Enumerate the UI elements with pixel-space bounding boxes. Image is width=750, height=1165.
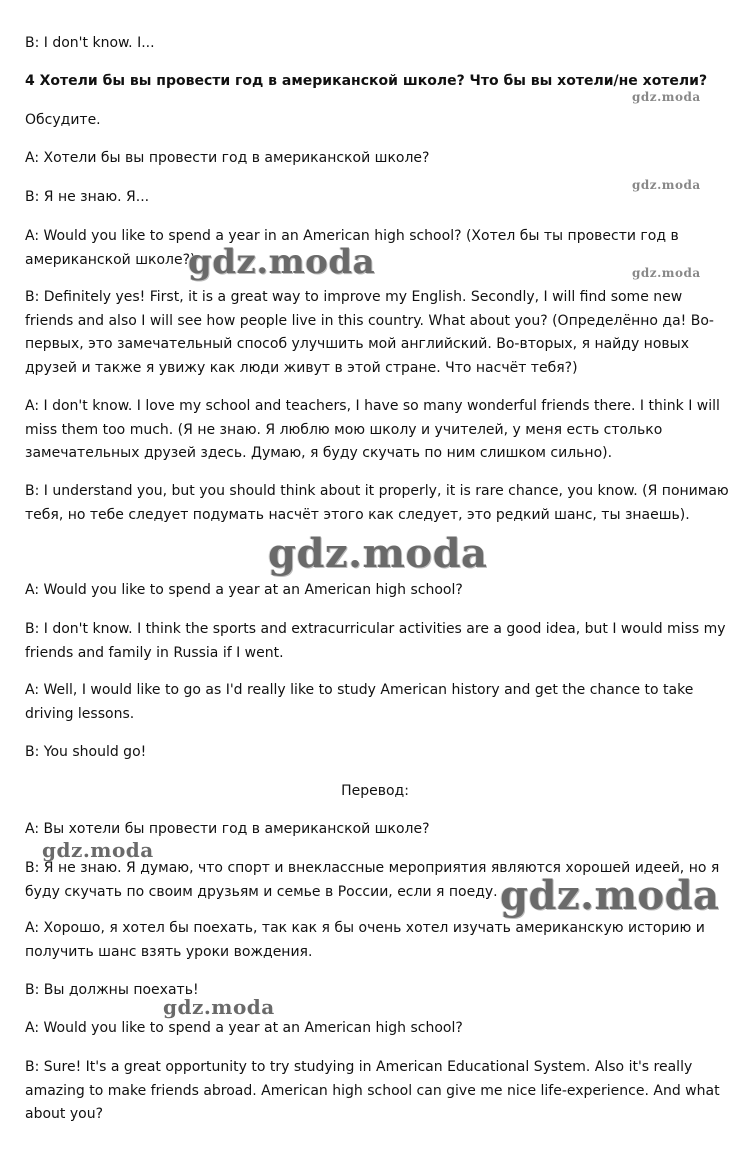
watermark-logo: gdz.moda (632, 90, 701, 104)
translation-heading: Перевод: (341, 783, 409, 799)
dialogue-line: A: Хотели бы вы провести год в американской школе? (25, 150, 430, 166)
dialogue-line: A: Would you like to spend a year at an American high school? (25, 1020, 463, 1036)
dialogue-line: B: I don't know. I... (25, 35, 155, 51)
dialogue-line: A: Well, I would like to go as I'd really like to study American history and get the chance to take driving lessons. (25, 682, 694, 722)
dialogue-line: B: Вы должны поехать! (25, 982, 199, 998)
dialogue-line: B: Sure! It's a great opportunity to try studying in American Educational System. Also it's really amazing to make friends abroad. American high school can give me nice life-experience. And what about you? (25, 1059, 720, 1122)
watermark-logo: gdz.moda (42, 838, 154, 862)
dialogue-line: A: Хорошо, я хотел бы поехать, так как я бы очень хотел изучать американскую историю и получить шанс взять уроки вождения. (25, 920, 705, 960)
task-heading: 4 Хотели бы вы провести год в американской школе? Что бы вы хотели/не хотели? (25, 73, 708, 89)
dialogue-line: B: Definitely yes! First, it is a great way to improve my English. Secondly, I will find some new friends and also I will see how people live in this country. What about you? (Определённо да! Во-первых, это замечательный способ улучшить мой английский. Во-вторых, я найду новых друзей и также я увижу как люди живут в этой стране. Что насчёт тебя?) (25, 289, 714, 376)
watermark-logo: gdz.moda (188, 242, 376, 282)
dialogue-line: B: Я не знаю. Я думаю, что спорт и внеклассные мероприятия являются хорошей идеей, но я буду скучать по своим друзьям и семье в России, если я поеду. (25, 860, 720, 900)
watermark-logo: gdz.moda (163, 995, 275, 1019)
watermark-logo: gdz.moda (500, 872, 720, 919)
dialogue-line: B: You should go! (25, 744, 147, 760)
dialogue-line: A: I don't know. I love my school and teachers, I have so many wonderful friends there. I think I will miss them too much. (Я не знаю. Я люблю мою школу и учителей, у меня есть столько замечательных друзей здесь. Думаю, я буду скучать по ним слишком сильно). (25, 398, 720, 461)
dialogue-line: A: Would you like to spend a year in an American high school? (Хотел бы ты провести год в американской школе?) (25, 228, 679, 268)
instruction-text: Обсудите. (25, 112, 101, 128)
watermark-logo: gdz.moda (632, 266, 701, 280)
watermark-logo: gdz.moda (268, 530, 488, 577)
dialogue-line: A: Would you like to spend a year at an American high school? (25, 582, 463, 598)
dialogue-line: A: Вы хотели бы провести год в американской школе? (25, 821, 430, 837)
dialogue-line: B: I don't know. I think the sports and extracurricular activities are a good idea, but I would miss my friends and family in Russia if I went. (25, 621, 726, 661)
dialogue-line: B: I understand you, but you should think about it properly, it is rare chance, you know. (Я понимаю тебя, но тебе следует подумать насчёт этого как следует, это редкий шанс, ты знаешь). (25, 483, 729, 523)
watermark-logo: gdz.moda (632, 178, 701, 192)
dialogue-line: B: Я не знаю. Я... (25, 189, 150, 205)
